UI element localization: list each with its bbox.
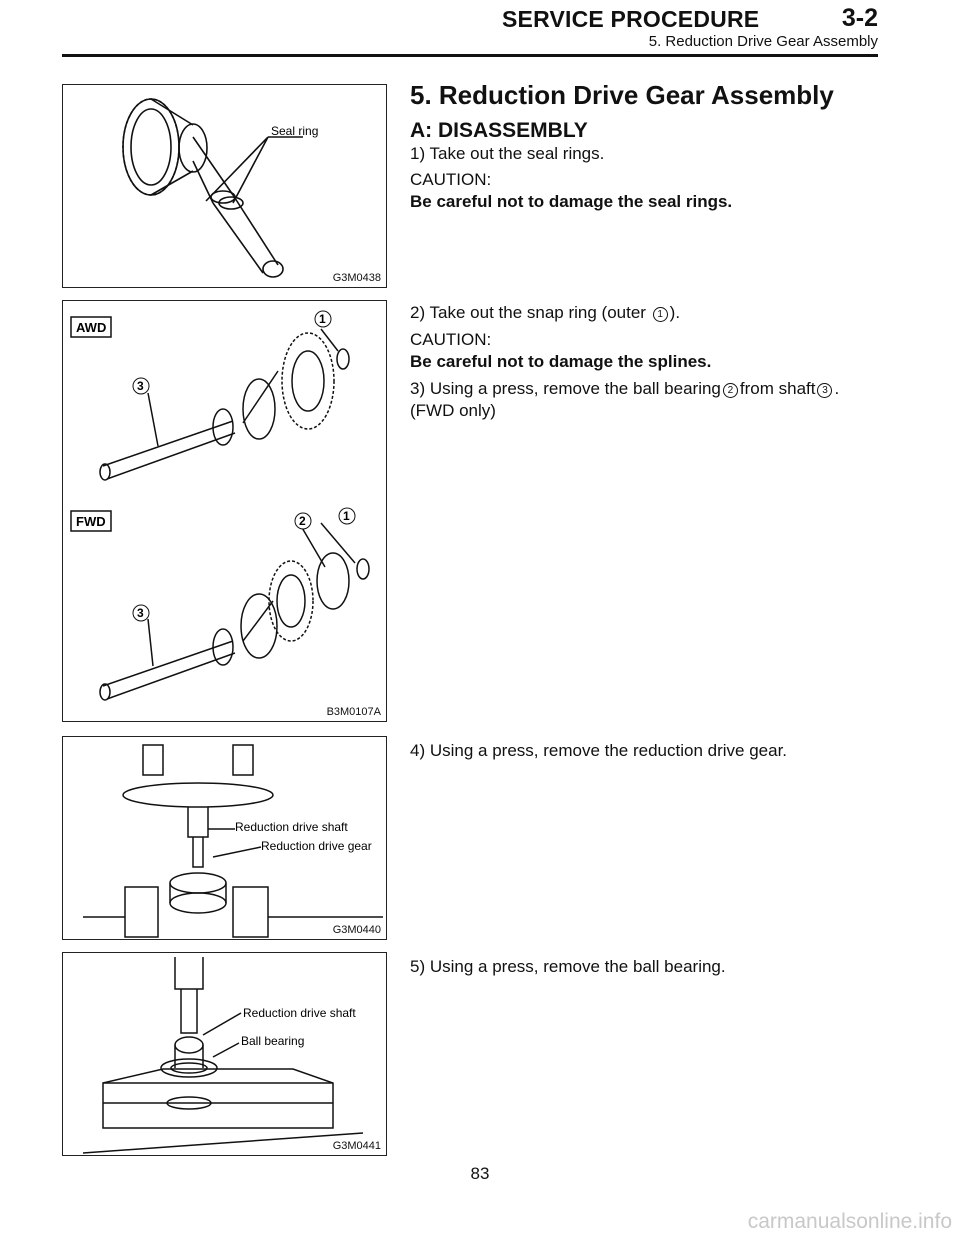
- step-2-text: [410, 302, 890, 324]
- header-subtitle: 5. Reduction Drive Gear Assembly: [648, 33, 878, 50]
- reduction-drive-gear-callout: Reduction drive gear: [261, 839, 372, 853]
- step-1: [410, 143, 890, 213]
- number-3-icon: 3: [817, 383, 832, 398]
- exploded-shaft-illustration: [63, 301, 387, 722]
- seal-ring-illustration: [63, 85, 387, 288]
- step-3-text-a: 3) Using a press, remove the ball bearing: [410, 379, 721, 398]
- press-gear-illustration: [63, 737, 387, 940]
- fwd-label: FWD: [76, 514, 106, 529]
- section-heading: 5. Reduction Drive Gear Assembly: [410, 80, 834, 110]
- step-3-text-b: from shaft: [739, 379, 816, 398]
- step-2-caution-text: Be careful not to damage the splines.: [410, 352, 712, 371]
- callout-1-fwd: 1: [343, 509, 350, 523]
- step-5-text: 5) Using a press, remove the ball bearing.: [410, 957, 726, 976]
- figure-snap-ring-bearing: [62, 300, 387, 722]
- number-1-icon: 1: [653, 307, 668, 322]
- page-number: 83: [470, 1164, 490, 1183]
- step-3-text: [410, 378, 890, 400]
- header-title: SERVICE PROCEDURE: [502, 6, 760, 32]
- figure-press-bearing: [62, 952, 387, 1156]
- step-1-caution-text: Be careful not to damage the seal rings.: [410, 192, 733, 211]
- step-2: [410, 302, 890, 422]
- callout-2-fwd: 2: [299, 514, 306, 528]
- callout-3-awd: 3: [137, 379, 144, 393]
- step-1-caution-label: CAUTION:: [410, 170, 492, 189]
- step-2-caution-label: CAUTION:: [410, 330, 492, 349]
- step-3-text-c: .: [834, 379, 840, 398]
- step-2-text-b: ).: [669, 303, 681, 322]
- step-3-note: (FWD only): [410, 401, 496, 420]
- header-rule: [62, 54, 878, 57]
- figure-seal-ring: [62, 84, 387, 288]
- step-5: [410, 956, 890, 978]
- seal-ring-callout: Seal ring: [271, 124, 319, 138]
- figure-id: G3M0440: [332, 924, 381, 936]
- section-subheading: A: DISASSEMBLY: [410, 119, 588, 142]
- figure-id: G3M0441: [332, 1140, 381, 1152]
- footer-watermark: carmanualsonline.info: [747, 1210, 952, 1233]
- section-code: 3-2: [841, 4, 878, 32]
- figure-id: B3M0107A: [326, 706, 381, 718]
- figure-id: G3M0438: [332, 272, 381, 284]
- step-2-text-a: 2) Take out the snap ring (outer: [410, 303, 651, 322]
- step-4-text: 4) Using a press, remove the reduction drive gear.: [410, 741, 788, 760]
- figure-press-gear: [62, 736, 387, 940]
- awd-label: AWD: [76, 320, 107, 335]
- number-2-icon: 2: [723, 383, 738, 398]
- step-4: [410, 740, 890, 762]
- ball-bearing-callout: Ball bearing: [241, 1034, 305, 1048]
- section-header: [410, 80, 890, 143]
- callout-3-fwd: 3: [137, 606, 144, 620]
- step-1-text: 1) Take out the seal rings.: [410, 144, 605, 163]
- reduction-drive-shaft-callout: Reduction drive shaft: [243, 1006, 356, 1020]
- reduction-drive-shaft-callout: Reduction drive shaft: [235, 820, 348, 834]
- callout-1-awd: 1: [319, 312, 326, 326]
- press-bearing-illustration: [63, 953, 387, 1156]
